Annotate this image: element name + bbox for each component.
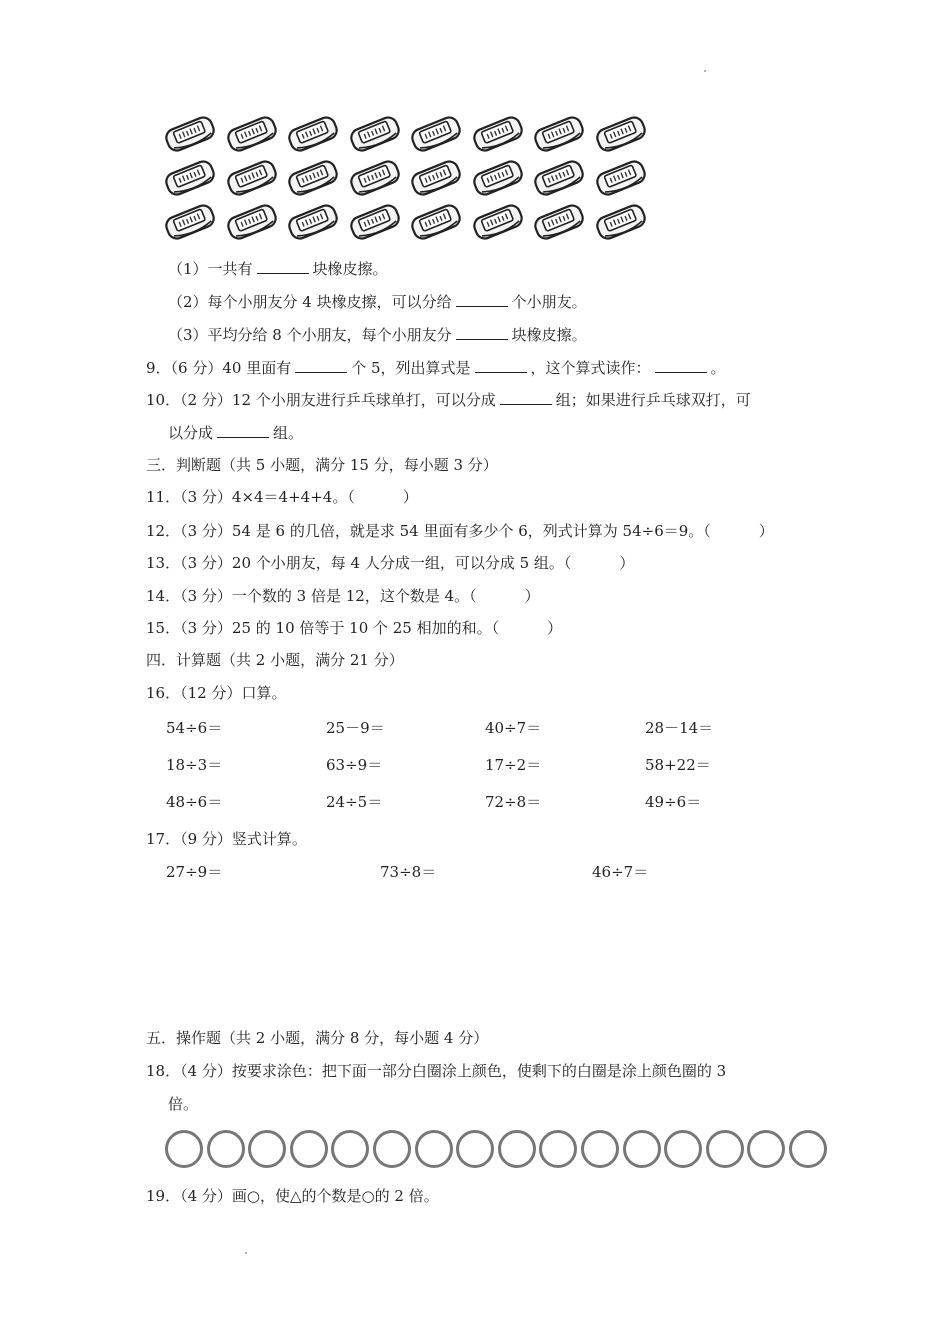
mental-calc-item: 58+22＝: [645, 756, 711, 774]
eraser-icon: [162, 114, 218, 154]
question-11: 11．（3 分）4×4＝4+4+4。（ ）: [146, 488, 418, 506]
mental-calc-item: 28－14＝: [645, 719, 714, 737]
question-18-line1: 18．（4 分）按要求涂色：把下面一部分白圈涂上颜色，使剩下的白圈是涂上颜色圈的 3: [146, 1062, 727, 1080]
mental-calc-item: 72÷8＝: [485, 793, 542, 811]
white-circle[interactable]: [456, 1130, 494, 1168]
answer-blank[interactable]: [500, 390, 552, 405]
eraser-icon: [408, 114, 464, 154]
mental-calc-item: 18÷3＝: [166, 756, 223, 774]
answer-blank[interactable]: [456, 325, 508, 340]
eraser-icon: [531, 114, 587, 154]
eraser-icon: [285, 158, 341, 198]
eraser-icon: [470, 158, 526, 198]
eraser-row: [162, 114, 662, 156]
eraser-icon: [347, 158, 403, 198]
answer-blank[interactable]: [655, 358, 707, 373]
white-circle[interactable]: [747, 1130, 785, 1168]
white-circle[interactable]: [706, 1130, 744, 1168]
eraser-icon: [285, 114, 341, 154]
mental-calc-item: 40÷7＝: [485, 719, 542, 737]
scan-dot: [704, 70, 706, 72]
eraser-icon: [347, 114, 403, 154]
white-circle[interactable]: [539, 1130, 577, 1168]
eraser-icon: [470, 114, 526, 154]
white-circle[interactable]: [165, 1130, 203, 1168]
question-19: 19．（4 分）画○，使△的个数是○的 2 倍。: [146, 1187, 439, 1205]
question-10-line2: 以分成 组。: [168, 424, 304, 442]
eraser-row: [162, 202, 662, 244]
question-12: 12．（3 分）54 是 6 的几倍，就是求 54 里面有多少个 6，列式计算为 54÷6＝9。（ ）: [146, 522, 774, 540]
question-14: 14．（3 分）一个数的 3 倍是 12，这个数是 4。（ ）: [146, 587, 540, 605]
answer-blank[interactable]: [456, 292, 508, 307]
question-9: 9．（6 分）40 里面有 个 5，列出算式是 ，这个算式读作： 。: [146, 359, 726, 377]
vertical-calc-item: 27÷9＝: [166, 863, 223, 881]
white-circle[interactable]: [248, 1130, 286, 1168]
white-circle[interactable]: [331, 1130, 369, 1168]
eraser-icon: [531, 202, 587, 242]
answer-blank[interactable]: [217, 423, 269, 438]
eraser-icon: [408, 158, 464, 198]
eraser-icon: [593, 158, 649, 198]
q8-sub2: （2）每个小朋友分 4 块橡皮擦，可以分给 个小朋友。: [168, 293, 587, 311]
section-3-title: 三．判断题（共 5 小题，满分 15 分，每小题 3 分）: [146, 456, 498, 474]
q8-sub1: （1）一共有 块橡皮擦。: [168, 260, 388, 278]
eraser-icon: [347, 202, 403, 242]
question-16-title: 16．（12 分）口算。: [146, 684, 287, 702]
answer-blank[interactable]: [257, 259, 309, 274]
eraser-icon: [408, 202, 464, 242]
answer-blank[interactable]: [295, 358, 347, 373]
white-circle[interactable]: [623, 1130, 661, 1168]
eraser-picture-grid: [162, 114, 662, 249]
white-circle[interactable]: [415, 1130, 453, 1168]
white-circle[interactable]: [664, 1130, 702, 1168]
eraser-icon: [162, 202, 218, 242]
white-circle[interactable]: [498, 1130, 536, 1168]
mental-calc-item: 48÷6＝: [166, 793, 223, 811]
mental-calc-item: 25－9＝: [326, 719, 385, 737]
question-15: 15．（3 分）25 的 10 倍等于 10 个 25 相加的和。（ ）: [146, 619, 563, 637]
eraser-icon: [285, 202, 341, 242]
mental-calc-item: 24÷5＝: [326, 793, 383, 811]
white-circle[interactable]: [290, 1130, 328, 1168]
eraser-icon: [531, 158, 587, 198]
white-circle[interactable]: [789, 1130, 827, 1168]
scan-dot: [245, 1252, 247, 1254]
answer-blank[interactable]: [475, 358, 527, 373]
eraser-icon: [224, 114, 280, 154]
eraser-icon: [162, 158, 218, 198]
question-10-line1: 10．（2 分）12 个小朋友进行乒乓球单打，可以分成 组；如果进行乒乓球双打，可: [146, 391, 751, 409]
q8-sub3: （3）平均分给 8 个小朋友，每个小朋友分 块橡皮擦。: [168, 326, 587, 344]
eraser-icon: [593, 202, 649, 242]
question-18-line2: 倍。: [168, 1095, 199, 1113]
white-circles-row: [165, 1128, 830, 1174]
section-4-title: 四．计算题（共 2 小题，满分 21 分）: [146, 651, 404, 669]
eraser-icon: [224, 202, 280, 242]
eraser-row: [162, 158, 662, 200]
white-circle[interactable]: [581, 1130, 619, 1168]
eraser-icon: [593, 114, 649, 154]
eraser-icon: [224, 158, 280, 198]
vertical-calc-item: 73÷8＝: [380, 863, 437, 881]
vertical-calc-item: 46÷7＝: [592, 863, 649, 881]
mental-calc-item: 63÷9＝: [326, 756, 383, 774]
question-13: 13．（3 分）20 个小朋友，每 4 人分成一组，可以分成 5 组。（ ）: [146, 554, 635, 572]
mental-calc-item: 17÷2＝: [485, 756, 542, 774]
white-circle[interactable]: [207, 1130, 245, 1168]
mental-calc-item: 54÷6＝: [166, 719, 223, 737]
question-17-title: 17．（9 分）竖式计算。: [146, 830, 307, 848]
eraser-icon: [470, 202, 526, 242]
white-circle[interactable]: [373, 1130, 411, 1168]
mental-calc-item: 49÷6＝: [645, 793, 702, 811]
section-5-title: 五．操作题（共 2 小题，满分 8 分，每小题 4 分）: [146, 1029, 489, 1047]
